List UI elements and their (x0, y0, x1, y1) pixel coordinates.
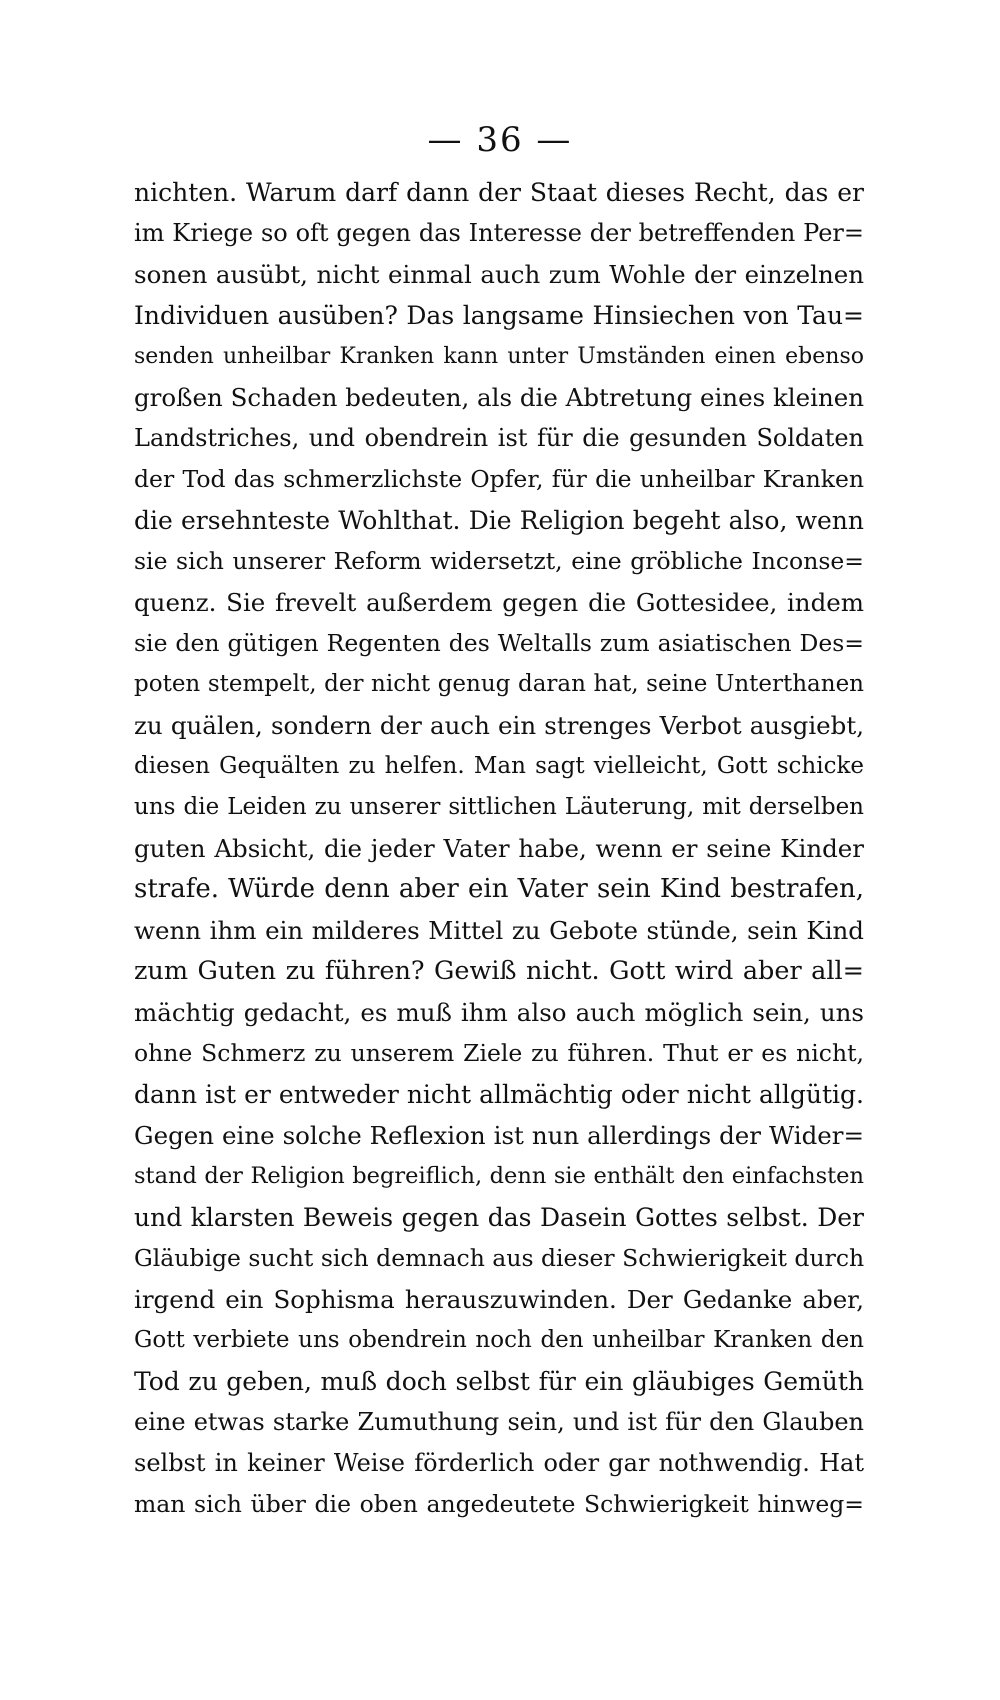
text-line: sie den gütigen Regenten des Weltalls zum asiatischen Des= (134, 629, 864, 657)
text-line: poten stempelt, der nicht genug daran hat, seine Unterthanen (134, 671, 864, 697)
text-line: dann ist er entweder nicht allmächtig oder nicht allgütig. (134, 1080, 864, 1109)
text-line: quenz. Sie frevelt außerdem gegen die Gottesidee, indem (134, 588, 864, 617)
text-line: ohne Schmerz zu unserem Ziele zu führen. Thut er es nicht, (134, 1039, 864, 1067)
text-line: die ersehnteste Wohlthat. Die Religion begeht also, wenn (134, 506, 864, 535)
text-line: zu quälen, sondern der auch ein strenges Verbot ausgiebt, (134, 711, 864, 740)
text-line: man sich über die oben angedeutete Schwierigkeit hinweg= (134, 1490, 864, 1518)
text-line: Tod zu geben, muß doch selbst für ein gläubiges Gemüth (134, 1367, 864, 1396)
text-line: Individuen ausüben? Das langsame Hinsiechen von Tau= (134, 301, 864, 330)
text-line: guten Absicht, die jeder Vater habe, wenn er seine Kinder (134, 834, 864, 863)
text-line: uns die Leiden zu unserer sittlichen Läuterung, mit derselben (134, 794, 864, 820)
text-line: Gläubige sucht sich demnach aus dieser Schwierigkeit durch (134, 1244, 865, 1272)
text-line: Gott verbiete uns obendrein noch den unheilbar Kranken den (134, 1327, 864, 1353)
text-line: wenn ihm ein milderes Mittel zu Gebote stünde, sein Kind (134, 916, 864, 945)
text-line: im Kriege so oft gegen das Interesse der betreffenden Per= (134, 219, 864, 247)
body-text (134, 172, 864, 1525)
text-line: großen Schaden bedeuten, als die Abtretung eines kleinen (134, 383, 865, 412)
text-line: sonen ausübt, nicht einmal auch zum Wohle der einzelnen (134, 260, 864, 289)
text-line: strafe. Würde denn aber ein Vater sein Kind bestrafen, (134, 874, 864, 904)
text-line: mächtig gedacht, es muß ihm also auch möglich sein, uns (134, 998, 864, 1027)
text-line: der Tod das schmerzlichste Opfer, für die unheilbar Kranken (134, 465, 864, 493)
text-line: diesen Gequälten zu helfen. Man sagt vielleicht, Gott schicke (134, 753, 864, 779)
text-line: und klarsten Beweis gegen das Dasein Gottes selbst. Der (134, 1203, 864, 1232)
text-line: stand der Religion begreiflich, denn sie enthält den einfachsten (134, 1163, 864, 1189)
page-number: — 36 — (427, 120, 573, 160)
text-line: eine etwas starke Zumuthung sein, und ist für den Glauben (134, 1408, 864, 1436)
text-line: senden unheilbar Kranken kann unter Umständen einen ebenso (134, 344, 864, 369)
text-line: sie sich unserer Reform widersetzt, eine gröbliche Inconse= (134, 547, 864, 575)
text-line: irgend ein Sophisma herauszuwinden. Der Gedanke aber, (134, 1285, 864, 1314)
text-line: Gegen eine solche Reflexion ist nun allerdings der Wider= (134, 1121, 864, 1150)
text-line: selbst in keiner Weise förderlich oder gar nothwendig. Hat (134, 1449, 864, 1477)
text-line: nichten. Warum darf dann der Staat dieses Recht, das er (134, 178, 864, 207)
text-line: Landstriches, und obendrein ist für die gesunden Soldaten (134, 424, 864, 452)
text-line: zum Guten zu führen? Gewiß nicht. Gott wird aber all= (134, 956, 864, 986)
